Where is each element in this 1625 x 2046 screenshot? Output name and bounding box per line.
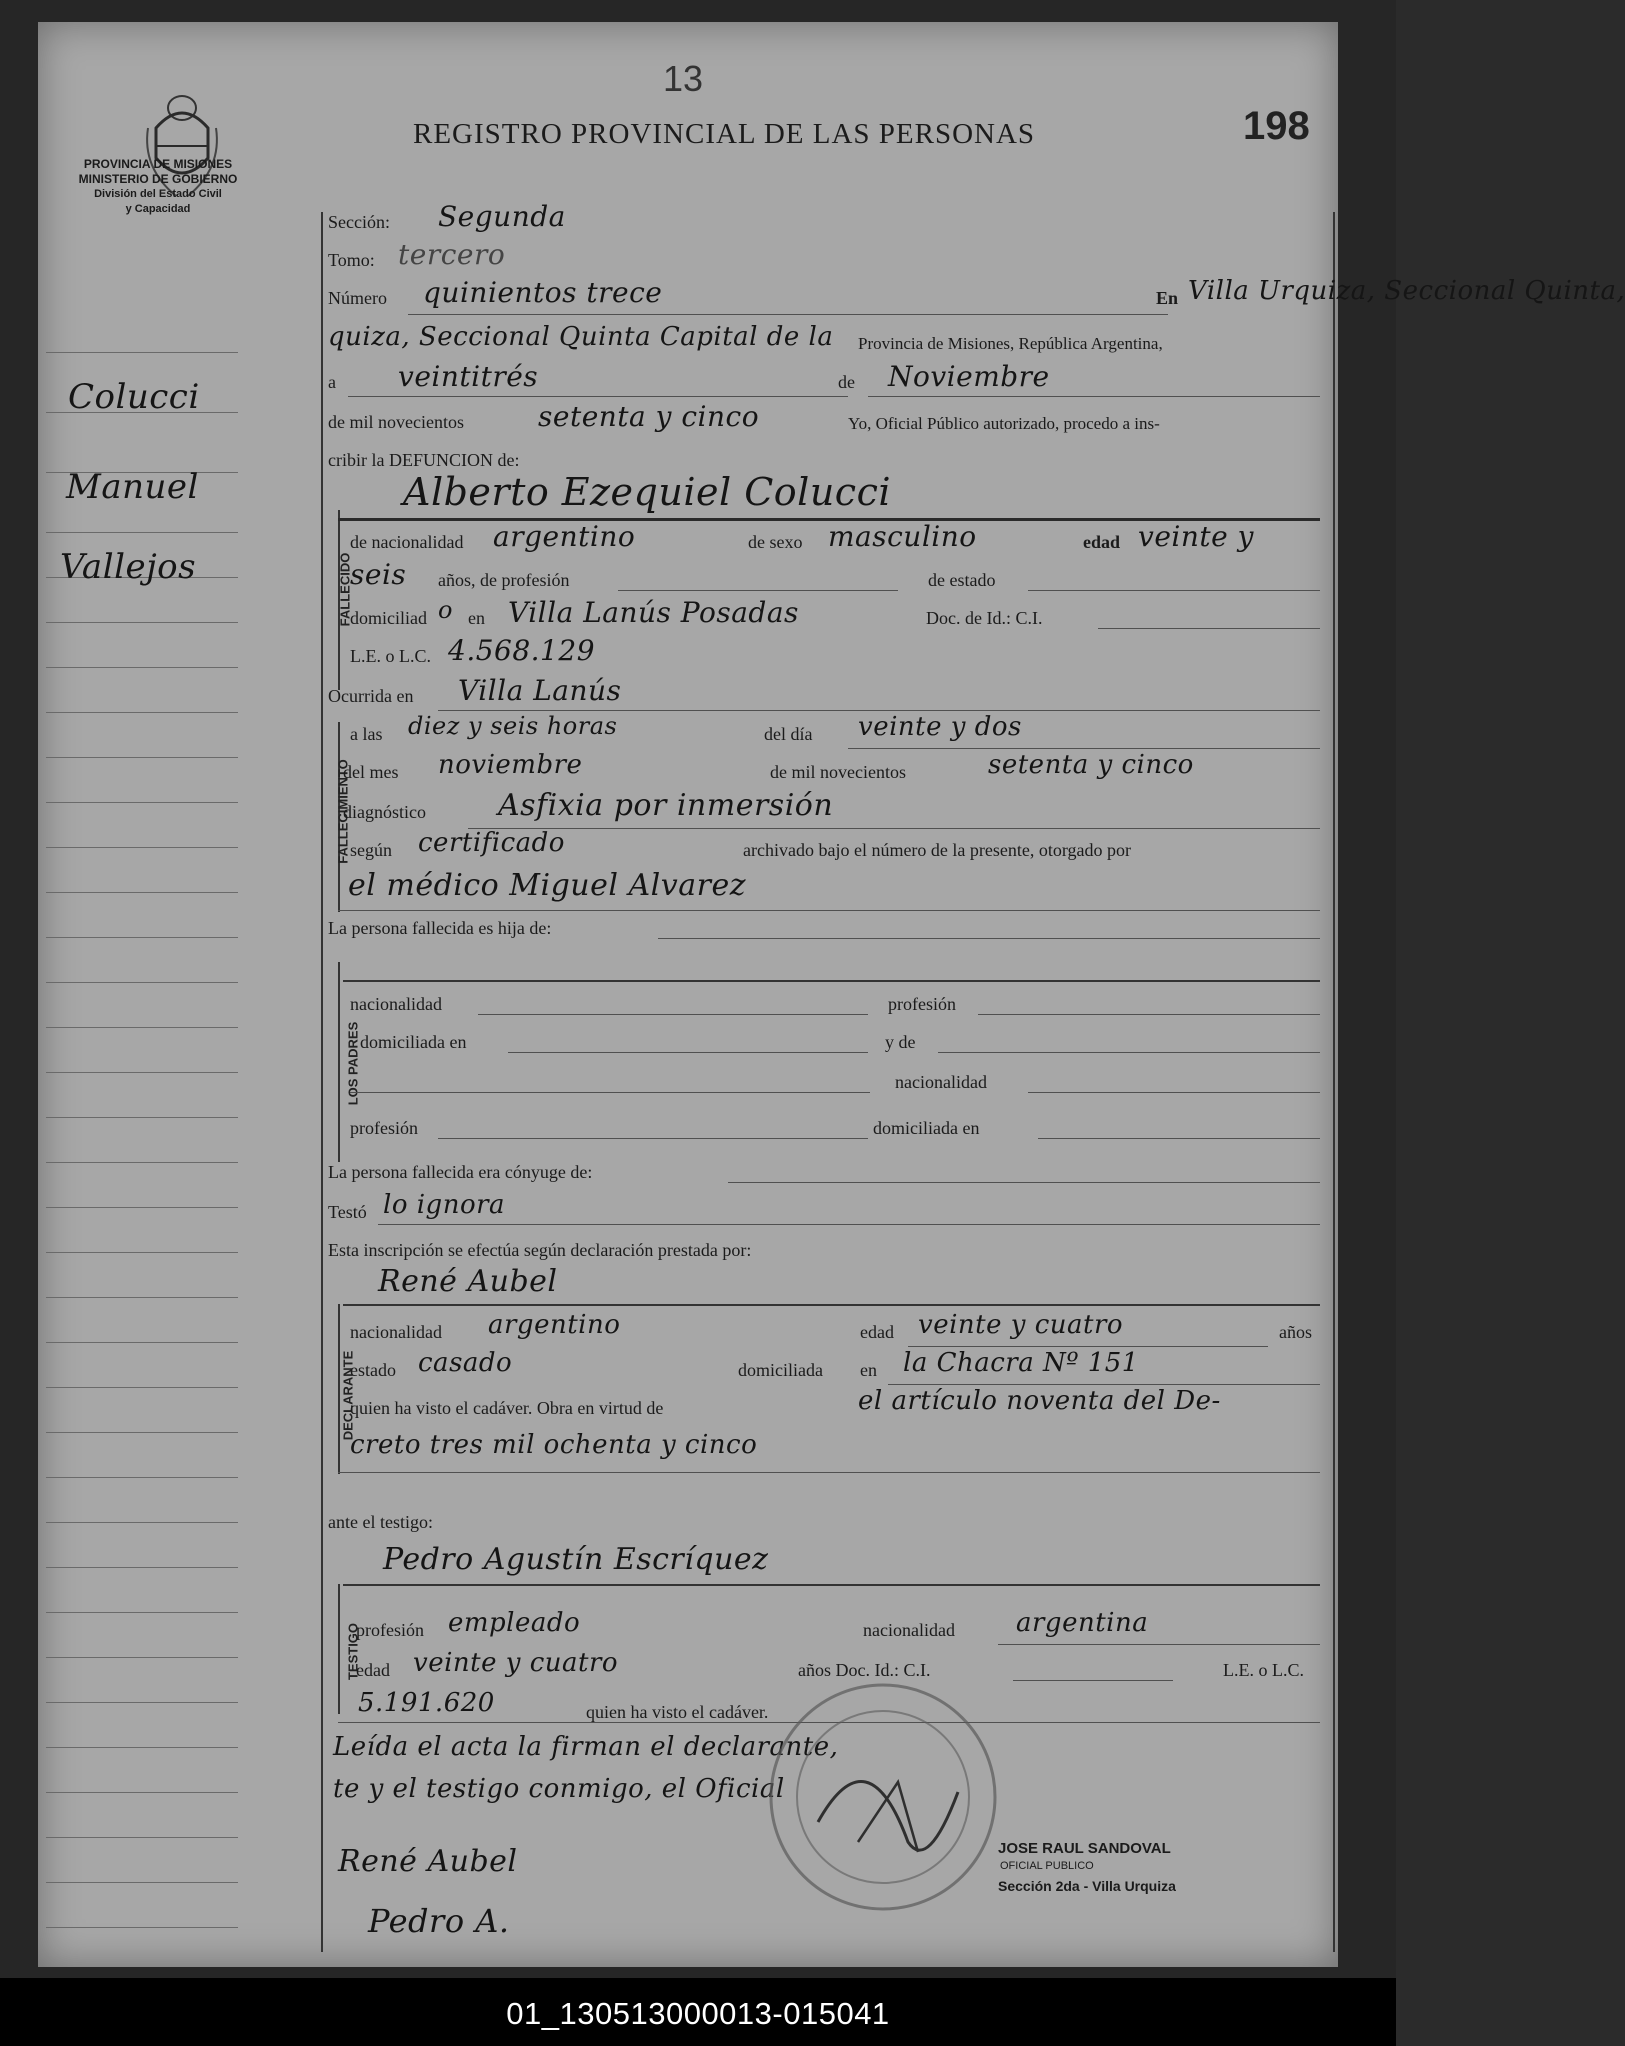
value-testo: lo ignora xyxy=(383,1190,506,1220)
header-line-4: y Capacidad xyxy=(125,203,191,215)
label-madre-nacionalidad: nacionalidad xyxy=(895,1072,987,1092)
value-declarante: René Aubel xyxy=(378,1264,558,1299)
register-sheet xyxy=(38,22,1625,1967)
label-conyuge: La persona fallecida era cónyuge de: xyxy=(328,1162,593,1182)
label-hija-de: La persona fallecida es hija de: xyxy=(328,918,552,938)
value-decl-domicilio: la Chacra Nº 151 xyxy=(903,1348,1139,1378)
official-name: JOSE RAUL SANDOVAL xyxy=(998,1840,1171,1857)
label-decl-anos: años xyxy=(1279,1322,1312,1342)
label-de-nacionalidad: de nacionalidad xyxy=(350,532,464,552)
label-seccion: Sección: xyxy=(328,212,390,232)
side-label-fallecido: FALLECIDO xyxy=(337,552,353,627)
label-anos-doc: años Doc. Id.: C.I. xyxy=(798,1660,931,1680)
label-decl-nacionalidad: nacionalidad xyxy=(350,1322,442,1342)
value-edad: veinte y xyxy=(1138,520,1254,553)
label-padre-domiciliada: domiciliada en xyxy=(360,1032,467,1052)
label-test-edad: edad xyxy=(356,1660,390,1680)
label-de-mil: de mil novecientos xyxy=(328,412,464,432)
value-test-edad: veinte y cuatro xyxy=(413,1648,619,1678)
side-label-padres: LOS PADRES xyxy=(345,1021,361,1106)
label-decl-edad: edad xyxy=(860,1322,894,1342)
header-line-3: División del Estado Civil xyxy=(94,188,222,200)
label-edad: edad xyxy=(1083,532,1121,552)
side-label-testigo: TESTIGO xyxy=(345,1622,361,1681)
label-madre-domiciliada: domiciliada en xyxy=(873,1118,980,1138)
value-dia-fall: veinte y dos xyxy=(858,712,1022,742)
label-archivado: archivado bajo el número de la presente, otorgado por xyxy=(743,840,1132,860)
seccional-stamp: Sección 2da - Villa Urquiza xyxy=(998,1878,1176,1894)
label-del-dia: del día xyxy=(764,724,813,744)
value-le: 4.568.129 xyxy=(448,634,596,667)
label-provincia: Provincia de Misiones, República Argentina, xyxy=(858,334,1163,353)
label-test-profesion: profesión xyxy=(356,1620,424,1640)
label-padre-profesion: profesión xyxy=(888,994,956,1014)
label-padre-nacionalidad: nacionalidad xyxy=(350,994,442,1014)
label-anos-profesion: años, de profesión xyxy=(438,570,570,590)
label-a: a xyxy=(328,372,336,392)
value-leida-cont: te y el testigo conmigo, el Oficial xyxy=(333,1774,785,1804)
official-seal-stamp xyxy=(758,1672,1008,1922)
side-label-declarante: DECLARANTE xyxy=(340,1350,356,1441)
value-mes-fall: noviembre xyxy=(438,750,583,780)
page-number: 13 xyxy=(663,58,704,99)
official-title: OFICIAL PUBLICO xyxy=(1000,1860,1094,1872)
header-block xyxy=(38,157,278,217)
label-del-mes: del mes xyxy=(343,762,399,782)
value-anio: setenta y cinco xyxy=(538,400,760,433)
label-quien-visto: quien ha visto el cadáver. Obra en virtud de xyxy=(350,1398,664,1418)
value-mes: Noviembre xyxy=(888,360,1050,393)
label-test-nacionalidad: nacionalidad xyxy=(863,1620,955,1640)
label-de-estado: de estado xyxy=(928,570,996,590)
label-a-las: a las xyxy=(350,724,383,744)
value-lugar-cont: quiza, Seccional Quinta Capital de la xyxy=(328,322,834,352)
value-obra: el artículo noventa del De- xyxy=(858,1386,1221,1416)
side-label-fallecimiento: FALLECIMIENTO xyxy=(335,759,351,864)
label-de-mil-fall: de mil novecientos xyxy=(770,762,906,782)
label-y-de: y de xyxy=(885,1032,916,1052)
margin-second-surname: Vallejos xyxy=(60,547,197,587)
label-diagnostico: diagnóstico xyxy=(343,802,426,822)
document-title: REGISTRO PROVINCIAL DE LAS PERSONAS xyxy=(413,118,1036,150)
value-anio-fall: setenta y cinco xyxy=(988,750,1194,780)
label-en: En xyxy=(1156,288,1179,308)
value-seccion: Segunda xyxy=(438,200,566,233)
label-de-sexo: de sexo xyxy=(748,532,803,552)
label-testo: Testó xyxy=(328,1202,367,1222)
value-testigo: Pedro Agustín Escríquez xyxy=(383,1542,769,1577)
value-sexo: masculino xyxy=(828,520,977,553)
margin-surname: Colucci xyxy=(68,377,200,417)
value-diagnostico: Asfixia por inmersión xyxy=(498,788,834,823)
folio-number: 198 xyxy=(1243,104,1310,148)
label-cribir: cribir la DEFUNCION de: xyxy=(328,450,520,470)
value-en-lugar: Villa Urquiza, Seccional Quinta, xyxy=(1188,276,1625,306)
value-decl-estado: casado xyxy=(418,1348,513,1378)
label-yo-oficial: Yo, Oficial Público autorizado, procedo a ins- xyxy=(848,414,1160,433)
label-inscripcion: Esta inscripción se efectúa según declaración prestada por: xyxy=(328,1240,752,1260)
label-decl-domiciliada: domiciliada xyxy=(738,1360,823,1380)
signature-testigo: Pedro A. xyxy=(368,1902,510,1940)
label-quien-visto-2: quien ha visto el cadáver. xyxy=(586,1702,769,1722)
label-le-lc: L.E. o L.C. xyxy=(350,646,431,666)
value-medico: el médico Miguel Alvarez xyxy=(348,868,747,903)
signature-declarante: René Aubel xyxy=(338,1844,518,1879)
label-decl-estado: estado xyxy=(350,1360,396,1380)
label-ocurrida-en: Ocurrida en xyxy=(328,686,414,706)
value-dia: veintitrés xyxy=(398,360,539,393)
value-decl-edad: veinte y cuatro xyxy=(918,1310,1124,1340)
value-leida: Leída el acta la firman el declarante, xyxy=(333,1732,839,1762)
value-ocurrida: Villa Lanús xyxy=(458,674,622,707)
label-doc-id: Doc. de Id.: C.I. xyxy=(926,608,1043,628)
label-en-domicilio: en xyxy=(468,608,485,628)
value-test-ci: 5.191.620 xyxy=(358,1688,495,1718)
value-numero: quinientos trece xyxy=(423,276,663,309)
label-segun: según xyxy=(350,840,392,860)
margin-name: Manuel xyxy=(66,467,199,507)
value-obra-cont: creto tres mil ochenta y cinco xyxy=(350,1430,758,1460)
value-nacionalidad: argentino xyxy=(493,520,636,553)
label-test-le-lc: L.E. o L.C. xyxy=(1223,1660,1304,1680)
value-hora: diez y seis horas xyxy=(408,712,618,740)
value-domicilio-o: o xyxy=(438,596,453,624)
value-tomo: tercero xyxy=(398,238,506,271)
value-decl-nacionalidad: argentino xyxy=(488,1310,621,1340)
value-domicilio: Villa Lanús Posadas xyxy=(508,596,799,629)
label-numero: Número xyxy=(328,288,387,308)
image-identifier: 01_130513000013-015041 xyxy=(506,1996,890,2031)
header-line-1: PROVINCIA DE MISIONES xyxy=(83,157,233,171)
label-tomo: Tomo: xyxy=(328,250,375,270)
label-madre-profesion: profesión xyxy=(350,1118,418,1138)
header-line-2: MINISTERIO DE GOBIERNO xyxy=(78,172,238,186)
label-decl-en: en xyxy=(860,1360,877,1380)
value-nombre: Alberto Ezequiel Colucci xyxy=(403,470,892,514)
label-de: de xyxy=(838,372,855,392)
label-ante-testigo: ante el testigo: xyxy=(328,1512,433,1532)
value-test-nacionalidad: argentina xyxy=(1016,1608,1149,1638)
label-domiciliad: domiciliad xyxy=(350,608,427,628)
value-edad-cont: seis xyxy=(350,558,407,591)
value-test-profesion: empleado xyxy=(448,1608,581,1638)
value-segun: certificado xyxy=(418,828,565,858)
